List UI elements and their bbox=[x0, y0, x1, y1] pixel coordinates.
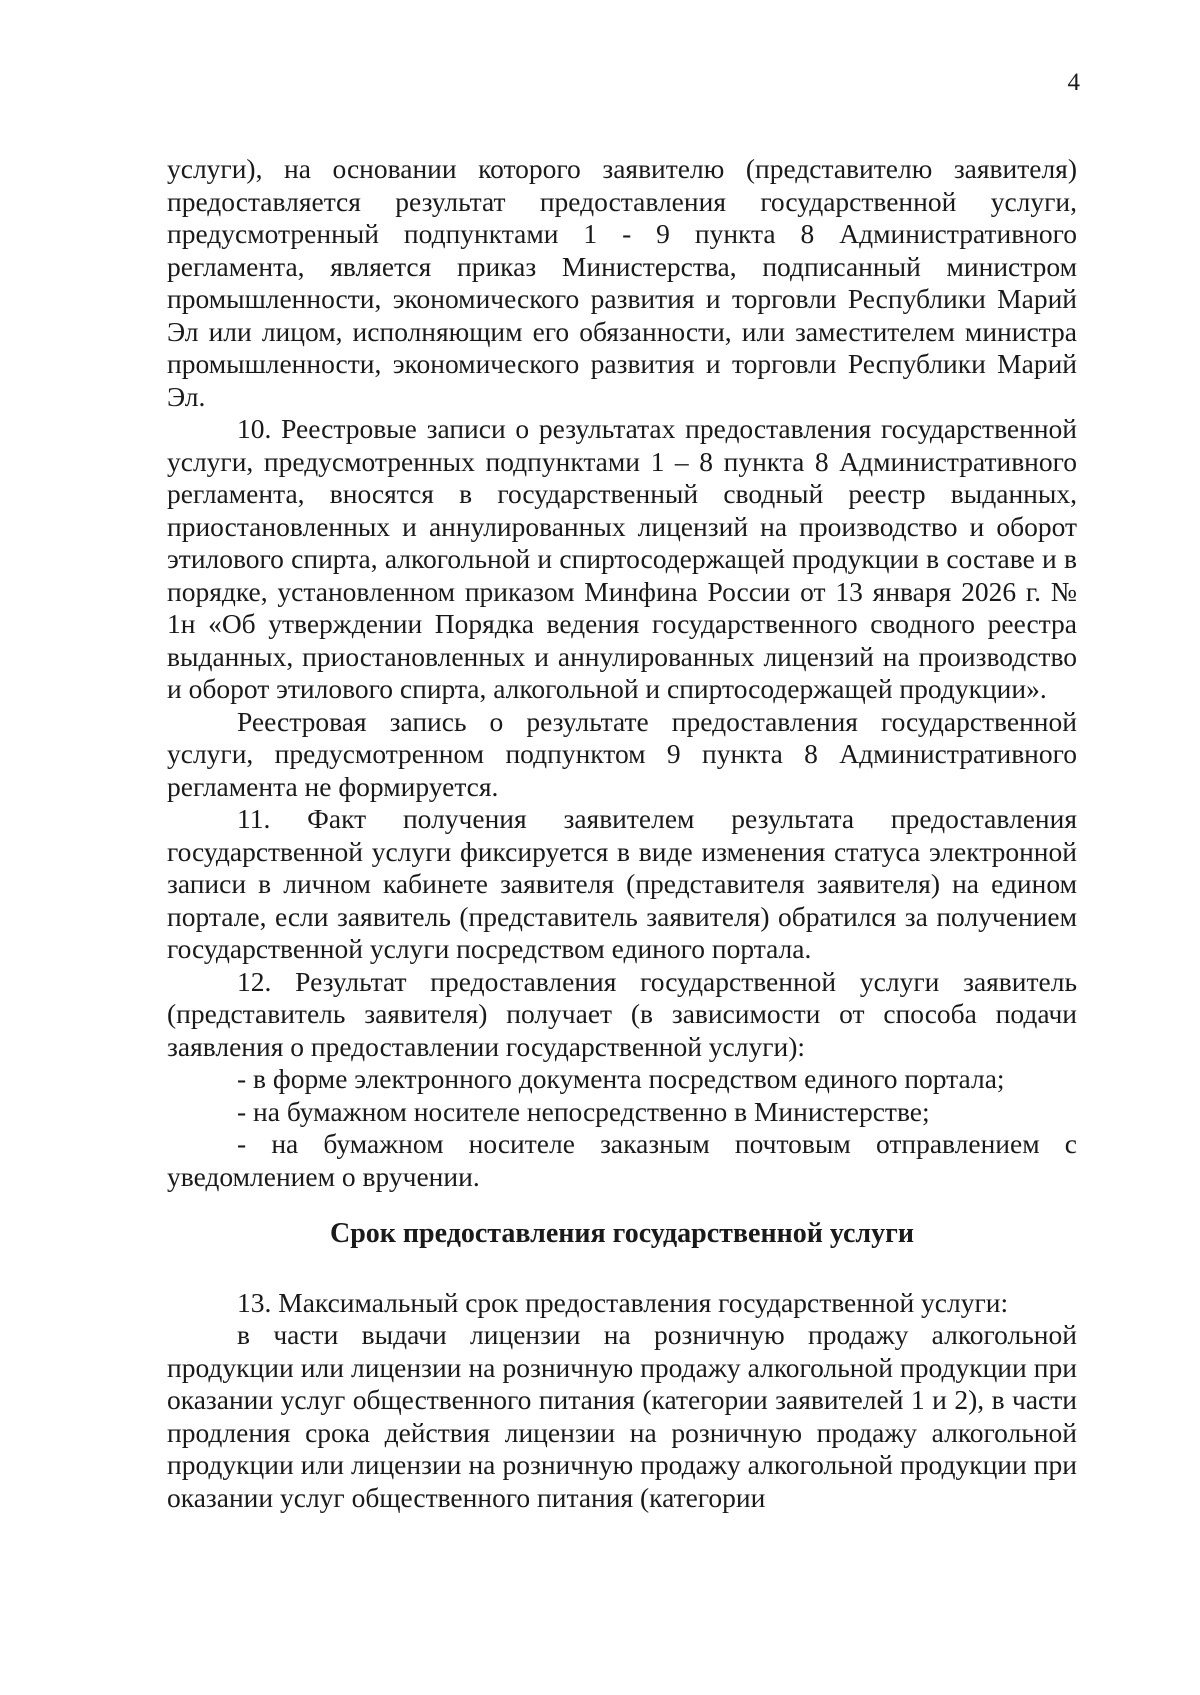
paragraph-continuation: услуги), на основании которого заявителю (представителю заявителя) предоставляется результат предоставления государственной услуги, предусмотренный подпунктами 1 - 9 пункта 8 Административного регламента, является приказ Министерства, подписанный министром промышленности, экономического развития и торговли Республики Марий Эл или лицом, исполняющим его обязанности, или заместителем министра промышленности, экономического развития и торговли Республики Марий Эл. bbox=[167, 153, 1077, 412]
paragraph-10: 10. Реестровые записи о результатах предоставления государственной услуги, предусмотренных подпунктами 1 – 8 пункта 8 Административного регламента, вносятся в государственный сводный реестр выданных, приостановленных и аннулированных лицензий на производство и оборот этилового спирта, алкогольной и спиртосодержащей продукции в составе и в порядке, установленном приказом Минфина России от 13 января 2026 г. № 1н «Об утверждении Порядка ведения государственного сводного реестра выданных, приостановленных и аннулированных лицензий на производство и оборот этилового спирта, алкогольной и спиртосодержащей продукции». bbox=[167, 413, 1077, 704]
list-item: - в форме электронного документа посредством единого портала; bbox=[237, 1063, 1005, 1094]
list-item: - на бумажном носителе заказным почтовым отправлением с уведомлением о вручении. bbox=[167, 1128, 1077, 1192]
list-item: - на бумажном носителе непосредственно в Министерстве; bbox=[237, 1095, 930, 1127]
page-number: 4 bbox=[1067, 69, 1080, 96]
paragraph-13: 13. Максимальный срок предоставления государственной услуги: bbox=[237, 1286, 1009, 1318]
paragraph-11: 11. Факт получения заявителем результата предоставления государственной услуги фиксируется в виде изменения статуса электронной записи в личном кабинете заявителя (представителя заявителя) на едином портале, если заявитель (представитель заявителя) обратился за получением государственной услуги посредством единого портала. bbox=[167, 803, 1077, 964]
paragraph-10-registry-note: Реестровая запись о результате предоставления государственной услуги, предусмотренном подпунктом 9 пункта 8 Административного регламента не формируется. bbox=[167, 705, 1077, 802]
paragraph-12: 12. Результат предоставления государственной услуги заявитель (представитель заявителя) получает (в зависимости от способа подачи заявления о предоставлении государственной услуги): bbox=[167, 965, 1077, 1062]
section-heading: Срок предоставления государственной услуги bbox=[330, 1218, 914, 1249]
document-body bbox=[167, 153, 1077, 1514]
paragraph-13-details: в части выдачи лицензии на розничную продажу алкогольной продукции или лицензии на розничную продажу алкогольной продукции при оказании услуг общественного питания (категории заявителей 1 и 2), в части продления срока действия лицензии на розничную продажу алкогольной продукции или лицензии на розничную продажу алкогольной продукции при оказании услуг общественного питания (категории bbox=[167, 1319, 1077, 1513]
